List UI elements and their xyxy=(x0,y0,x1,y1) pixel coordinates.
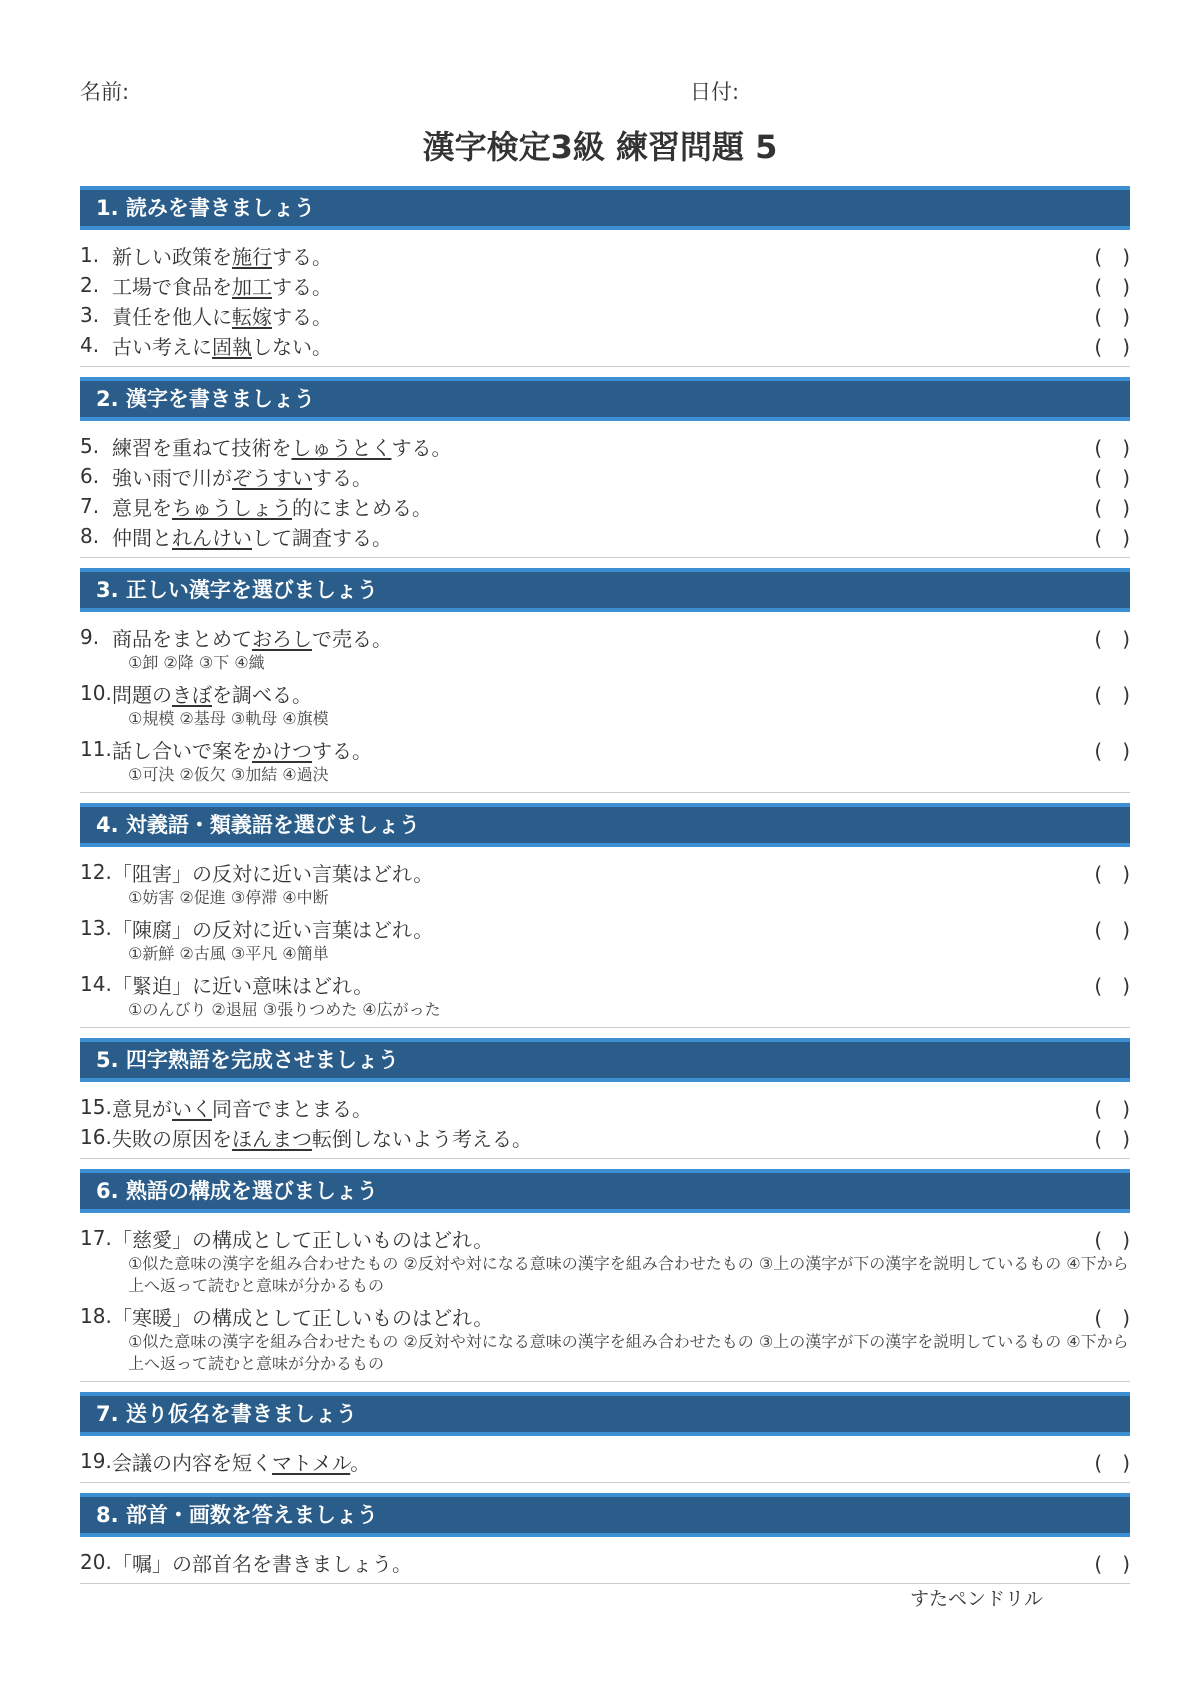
question-text xyxy=(112,432,1088,461)
section-header: 8. 部首・画数を答えましょう xyxy=(80,1493,1130,1537)
answer-blank[interactable]: ( ) xyxy=(1094,1227,1130,1252)
question-target-word: 加工 xyxy=(232,274,272,299)
question-row xyxy=(80,431,1130,461)
section xyxy=(80,568,1130,793)
date-label: 日付: xyxy=(690,80,740,104)
question-text-pre: 「慈愛」の構成として正しいものはどれ。 xyxy=(112,1227,494,1252)
question-number: 8. xyxy=(80,524,100,548)
question-number: 14. xyxy=(80,972,112,996)
answer-blank[interactable]: ( ) xyxy=(1094,973,1130,998)
question-text xyxy=(112,735,1088,764)
question-text xyxy=(112,1123,1088,1152)
answer-blank[interactable]: ( ) xyxy=(1094,525,1130,550)
question-text-post: する。 xyxy=(272,274,332,299)
section-header: 5. 四字熟語を完成させましょう xyxy=(80,1038,1130,1082)
question-text-post: する。 xyxy=(391,435,452,460)
question-target-word: ほんまつ xyxy=(232,1126,312,1151)
question-text xyxy=(112,241,1088,270)
answer-blank[interactable]: ( ) xyxy=(1094,244,1130,269)
question-text-pre: 仲間と xyxy=(112,525,172,550)
question-text-pre: 新しい政策を xyxy=(112,244,232,269)
question-text-post: する。 xyxy=(272,244,332,269)
page-title: 漢字検定3級 練習問題 5 xyxy=(422,128,778,166)
question-text xyxy=(112,914,1088,943)
answer-blank[interactable]: ( ) xyxy=(1094,1551,1130,1576)
question-row xyxy=(80,1092,1130,1122)
question-text-post: する。 xyxy=(312,738,372,763)
question-number: 7. xyxy=(80,494,100,518)
section-divider xyxy=(80,1158,1130,1159)
question-text-post: して調査する。 xyxy=(252,525,392,550)
question-text xyxy=(112,301,1088,330)
question-text xyxy=(112,522,1088,551)
section-header: 2. 漢字を書きましょう xyxy=(80,377,1130,421)
question-text-pre: 問題の xyxy=(112,682,172,707)
question-row xyxy=(80,1446,1130,1476)
question-sections xyxy=(80,186,1130,1594)
question-target-word: 転嫁 xyxy=(232,304,272,329)
question-text-pre: 意見が xyxy=(112,1096,172,1121)
question-text-post: を調べる。 xyxy=(212,682,312,707)
question-text xyxy=(112,970,1088,999)
question-text xyxy=(112,1093,1088,1122)
question-target-word: 固執 xyxy=(212,334,252,359)
question-row xyxy=(80,240,1130,270)
section-divider xyxy=(80,1381,1130,1382)
question-target-word: いく xyxy=(172,1096,212,1121)
answer-blank[interactable]: ( ) xyxy=(1094,334,1130,359)
question-row xyxy=(80,300,1130,330)
question-row xyxy=(80,857,1130,887)
question-text-post: 。 xyxy=(350,1450,371,1475)
question-text-pre: 失敗の原因を xyxy=(112,1126,232,1151)
answer-blank[interactable]: ( ) xyxy=(1094,738,1130,763)
section xyxy=(80,1392,1130,1483)
answer-blank[interactable]: ( ) xyxy=(1094,626,1130,651)
question-row xyxy=(80,521,1130,551)
question-text xyxy=(112,331,1088,360)
question-number: 16. xyxy=(80,1125,112,1149)
answer-blank[interactable]: ( ) xyxy=(1094,1096,1130,1121)
answer-options: ①可決 ②仮欠 ③加結 ④過決 xyxy=(128,765,329,784)
section-header: 4. 対義語・類義語を選びましょう xyxy=(80,803,1130,847)
section xyxy=(80,186,1130,367)
question-row xyxy=(80,734,1130,764)
section-divider xyxy=(80,792,1130,793)
answer-blank[interactable]: ( ) xyxy=(1094,1305,1130,1330)
question-number: 18. xyxy=(80,1304,112,1328)
question-row xyxy=(80,1301,1130,1331)
question-text-pre: 話し合いで案を xyxy=(112,738,252,763)
question-number: 4. xyxy=(80,333,100,357)
question-text-pre: 工場で食品を xyxy=(112,274,232,299)
answer-options: ①新鮮 ②古風 ③平凡 ④簡単 xyxy=(128,944,329,963)
question-target-word: きぼ xyxy=(172,682,212,707)
question-text xyxy=(112,492,1088,521)
question-target-word: ぞうすい xyxy=(232,465,312,490)
question-text-post: 同音でまとまる。 xyxy=(212,1096,372,1121)
question-text xyxy=(112,1548,1088,1577)
question-row xyxy=(80,491,1130,521)
section-header: 6. 熟語の構成を選びましょう xyxy=(80,1169,1130,1213)
question-number: 12. xyxy=(80,860,112,884)
section-header: 3. 正しい漢字を選びましょう xyxy=(80,568,1130,612)
section xyxy=(80,1169,1130,1382)
question-text-post: しない。 xyxy=(252,334,332,359)
answer-blank[interactable]: ( ) xyxy=(1094,274,1130,299)
question-number: 5. xyxy=(80,434,100,458)
question-row xyxy=(80,1547,1130,1577)
question-row xyxy=(80,622,1130,652)
question-number: 9. xyxy=(80,625,100,649)
answer-options: ①規模 ②基母 ③軌母 ④旗模 xyxy=(128,709,329,728)
section xyxy=(80,1493,1130,1584)
name-label: 名前: xyxy=(80,80,130,104)
question-target-word: ちゅうしょう xyxy=(172,495,292,520)
question-target-word: かけつ xyxy=(252,738,312,763)
question-text xyxy=(112,271,1088,300)
question-text-post: 的にまとめる。 xyxy=(292,495,432,520)
question-target-word: 施行 xyxy=(232,244,272,269)
section-header: 7. 送り仮名を書きましょう xyxy=(80,1392,1130,1436)
question-number: 17. xyxy=(80,1226,112,1250)
answer-blank[interactable]: ( ) xyxy=(1094,682,1130,707)
question-row xyxy=(80,678,1130,708)
answer-blank[interactable]: ( ) xyxy=(1094,861,1130,886)
question-text xyxy=(112,462,1088,491)
question-text-pre: 「寒暖」の構成として正しいものはどれ。 xyxy=(112,1305,494,1330)
question-number: 10. xyxy=(80,681,112,705)
answer-blank[interactable]: ( ) xyxy=(1094,1126,1130,1151)
question-text-pre: 「陳腐」の反対に近い言葉はどれ。 xyxy=(112,917,434,942)
section-divider xyxy=(80,557,1130,558)
section-divider xyxy=(80,1027,1130,1028)
question-text xyxy=(112,1302,1088,1331)
answer-options: ①のんびり ②退屈 ③張りつめた ④広がった xyxy=(128,1000,441,1019)
question-text-pre: 強い雨で川が xyxy=(112,465,232,490)
section xyxy=(80,377,1130,558)
question-text-pre: 会議の内容を短く xyxy=(112,1450,272,1475)
answer-options: ①似た意味の漢字を組み合わせたもの ②反対や対になる意味の漢字を組み合わせたもの ③上の漢字が下の漢字を説明しているもの ④下から上へ返って読むと意味が分かるもの xyxy=(128,1332,1129,1373)
question-number: 2. xyxy=(80,273,100,297)
question-row xyxy=(80,461,1130,491)
question-number: 15. xyxy=(80,1095,112,1119)
answer-options: ①妨害 ②促進 ③停滞 ④中断 xyxy=(128,888,329,907)
section-divider xyxy=(80,366,1130,367)
question-text-pre: 「嘱」の部首名を書きましょう。 xyxy=(112,1551,412,1576)
question-text-post: 転倒しないよう考える。 xyxy=(312,1126,532,1151)
question-text-pre: 責任を他人に xyxy=(112,304,232,329)
question-text-pre: 商品をまとめて xyxy=(112,626,252,651)
question-number: 20. xyxy=(80,1550,112,1574)
question-text xyxy=(112,858,1088,887)
question-text-post: する。 xyxy=(272,304,332,329)
question-text-pre: 練習を重ねて技術を xyxy=(112,435,292,460)
question-target-word: マトメル xyxy=(272,1450,351,1475)
answer-blank[interactable]: ( ) xyxy=(1094,465,1130,490)
question-number: 6. xyxy=(80,464,100,488)
answer-blank[interactable]: ( ) xyxy=(1094,304,1130,329)
question-text-post: する。 xyxy=(312,465,372,490)
question-number: 1. xyxy=(80,243,100,267)
question-row xyxy=(80,969,1130,999)
question-number: 3. xyxy=(80,303,100,327)
question-text xyxy=(112,1447,1088,1476)
answer-blank[interactable]: ( ) xyxy=(1094,917,1130,942)
question-text-pre: 意見を xyxy=(112,495,172,520)
question-target-word: れんけい xyxy=(172,525,252,550)
answer-blank[interactable]: ( ) xyxy=(1094,495,1130,520)
section xyxy=(80,803,1130,1028)
question-text xyxy=(112,1224,1088,1253)
question-text-pre: 「阻害」の反対に近い言葉はどれ。 xyxy=(112,861,434,886)
section-header: 1. 読みを書きましょう xyxy=(80,186,1130,230)
question-text xyxy=(112,623,1088,652)
question-number: 19. xyxy=(80,1449,112,1473)
question-text xyxy=(112,679,1088,708)
question-number: 13. xyxy=(80,916,112,940)
question-row xyxy=(80,1223,1130,1253)
question-row xyxy=(80,1122,1130,1152)
section xyxy=(80,1038,1130,1159)
question-row xyxy=(80,913,1130,943)
question-row xyxy=(80,270,1130,300)
question-text-post: で売る。 xyxy=(312,626,392,651)
question-row xyxy=(80,330,1130,360)
section-divider xyxy=(80,1482,1130,1483)
answer-blank[interactable]: ( ) xyxy=(1094,1450,1130,1475)
question-text-pre: 古い考えに xyxy=(112,334,212,359)
answer-options: ①卸 ②降 ③下 ④織 xyxy=(128,653,265,672)
question-target-word: おろし xyxy=(252,626,312,651)
footer-brand: すたペンドリル xyxy=(910,1588,1044,1610)
answer-blank[interactable]: ( ) xyxy=(1094,435,1130,460)
answer-options: ①似た意味の漢字を組み合わせたもの ②反対や対になる意味の漢字を組み合わせたもの ③上の漢字が下の漢字を説明しているもの ④下から上へ返って読むと意味が分かるもの xyxy=(128,1254,1129,1295)
question-text-pre: 「緊迫」に近い意味はどれ。 xyxy=(112,973,374,998)
question-target-word: しゅうとく xyxy=(291,435,392,460)
question-number: 11. xyxy=(80,737,112,761)
